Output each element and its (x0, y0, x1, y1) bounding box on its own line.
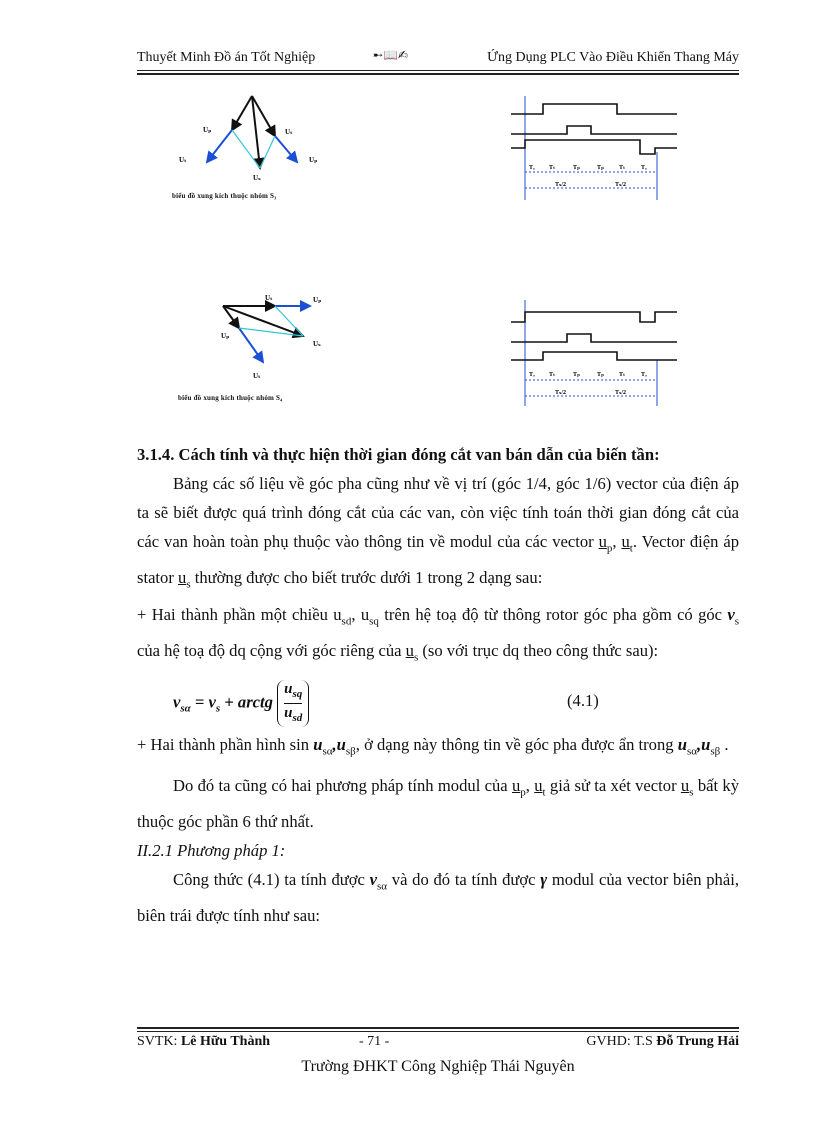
svg-text:Uₚ: Uₚ (313, 296, 322, 304)
svg-text:Tₜ: Tₜ (619, 372, 626, 378)
svg-text:Tₜ: Tₜ (549, 372, 556, 378)
svg-text:Tₛ/2: Tₛ/2 (555, 390, 567, 396)
footer-rule (137, 1027, 739, 1029)
timing-diagram-2 (505, 296, 685, 408)
svg-text:Uₜ: Uₜ (253, 372, 261, 380)
equation-number: (4.1) (567, 691, 599, 711)
svg-text:Uₛ: Uₛ (313, 340, 321, 348)
svg-text:Tₛ/2: Tₛ/2 (615, 390, 627, 396)
paragraph-3: + Hai thành phần hình $\sin u_{s\alpha},u_{s\beta}$, ở dạng này thông tin về góc pha được ẩn trong $u_{s\alpha},u_{s\beta}$ . (137, 735, 729, 758)
svg-text:Tₚ: Tₚ (597, 165, 604, 171)
svg-text:Tₛ/2: Tₛ/2 (615, 182, 627, 188)
svg-text:Tₜ: Tₜ (619, 165, 626, 171)
page-header (137, 48, 739, 68)
fig1-label-us: Uₛ (253, 174, 261, 182)
svg-text:Tₜ: Tₜ (549, 165, 556, 171)
figure2-caption: biểu đồ xung kích thuộc nhóm S₄ (178, 394, 283, 402)
paragraph-4: Do đó ta cũng có hai phương pháp tính modul của $u_p$, $u_t$ giả sử ta xét vector $u_s$ bất kỳ thuộc góc phần 6 thứ nhất. (137, 775, 739, 831)
header-ornament: ➸📖✍ (373, 48, 409, 62)
footer-supervisor: GVHD: T.S Đỗ Trung Hải (586, 1034, 739, 1049)
page-footer (137, 1034, 739, 1056)
page-number: - 71 - (359, 1034, 390, 1049)
paragraph-5: Công thức (4.1) ta tính được $\nu_{s\alpha}$ và do đó ta tính được γ modul của vector biên phải, biên trái được tính như sau: (137, 869, 739, 926)
header-rule (137, 70, 739, 71)
fig1-label-up2: Uₚ (309, 156, 318, 164)
svg-text:Tₒ: Tₒ (641, 165, 647, 171)
main-content (137, 440, 739, 930)
svg-text:Uₚ: Uₚ (221, 332, 230, 340)
section-title: 3.1.4. Cách tính và thực hiện thời gian đóng cắt van bán dẫn của biến tần: (137, 445, 660, 464)
vector-diagram-2 (195, 288, 355, 388)
svg-text:Uₜ: Uₜ (265, 294, 273, 302)
fig1-label-ut: Uₜ (285, 128, 293, 136)
svg-text:Tₚ: Tₚ (573, 165, 580, 171)
header-rule-double (137, 73, 739, 75)
header-left-title: Thuyết Minh Đồ án Tốt Nghiệp (137, 50, 316, 65)
fig1-label-up: Uₚ (203, 126, 212, 134)
equation-4-1: $\nu_{s\alpha} = \nu_s$ + arctg $u_{sq}$ $u_{sd}$ (4.1) (137, 672, 739, 730)
svg-text:Tₒ: Tₒ (529, 372, 535, 378)
paragraph-2: + Hai thành phần một chiều $u_{sd}$, $u_{sq}$ trên hệ toạ độ từ thông rotor góc pha gồm có góc $\nu_s$ của hệ toạ độ dq cộng với góc riêng của $u_s$ (so với trục dq theo công thức sau): (137, 604, 740, 664)
svg-text:Tₚ: Tₚ (597, 372, 604, 378)
svg-text:Tₒ: Tₒ (641, 372, 647, 378)
footer-school: Trường ĐHKT Công Nghiệp Thái Nguyên (301, 1058, 575, 1075)
subheading-method-1: II.2.1 Phương pháp 1: (137, 840, 286, 860)
fig1-label-ut2: Uₜ (179, 156, 187, 164)
figure1-caption: biểu đồ xung kích thuộc nhóm S₃ (172, 192, 277, 200)
timing-diagram-1 (505, 92, 685, 202)
vector-diagram-1 (175, 90, 345, 190)
svg-text:Tₛ/2: Tₛ/2 (555, 182, 567, 188)
header-right-title: Ứng Dụng PLC Vào Điều Khiển Thang Máy (487, 50, 739, 65)
footer-rule-thin (137, 1031, 739, 1032)
svg-text:Tₚ: Tₚ (573, 372, 580, 378)
footer-student: SVTK: Lê Hữu Thành (137, 1034, 271, 1049)
svg-text:Tₒ: Tₒ (529, 165, 535, 171)
paragraph-1: Bảng các số liệu về góc pha cũng như về vị trí (góc 1/4, góc 1/6) vector của điện áp ta sẽ biết được quá trình đóng cắt của các van, còn việc tính toán thời gian đóng cắt của các van hoàn toàn phụ thuộc vào thông tin về modul của các vector $u_p$, $u_t$. Vector điện áp stator $u_s$ thường được cho biết trước dưới 1 trong 2 dạng sau: (137, 474, 739, 591)
